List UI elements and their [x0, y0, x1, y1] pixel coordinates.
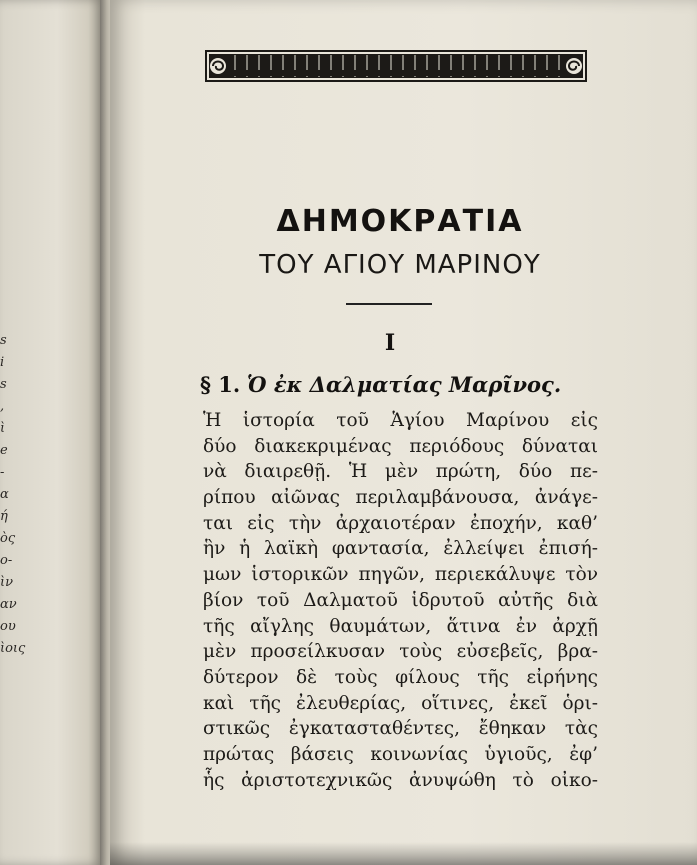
text-line: καὶ τῆς ἐλευθερίας, οἵτινες, ἐκεῖ ὁρι-	[203, 692, 598, 714]
text-line: στικῶς ἐγκατασταθέντες, ἔθηκαν τὰς	[203, 718, 598, 740]
left-margin-letter: ὶοις	[0, 641, 26, 656]
text-line: Ἡ ἱστορία τοῦ Ἁγίου Μαρίνου εἰς	[203, 410, 598, 431]
text-line: νὰ διαιρεθῇ. Ἡ μὲν πρώτη, δύο πε-	[203, 461, 598, 483]
left-margin-letter: α	[0, 487, 9, 502]
left-margin-letter: αν	[0, 597, 17, 612]
left-margin-letter: s	[0, 377, 7, 392]
body-paragraph	[203, 408, 598, 793]
chapter-number: I	[384, 330, 396, 356]
left-margin-letter: s	[0, 333, 7, 348]
text-line: ἣν ἡ λαϊκὴ φαντασία, ἐλλείψει ἐπισή-	[203, 538, 598, 560]
text-line: μων ἱστορικῶν πηγῶν, περιεκάλυψε τὸν	[203, 564, 598, 586]
left-margin-letter: ὸς	[0, 531, 16, 546]
text-line: πρώτας βάσεις κοινωνίας ὑγιοῦς, ἐφ’	[203, 743, 598, 765]
ornament-graphic	[205, 50, 587, 82]
decorative-ornament-band	[205, 50, 587, 82]
page-bottom-shadow	[110, 842, 697, 865]
left-margin-letter: ο-	[0, 553, 13, 568]
left-margin-letter: ὶ	[0, 421, 6, 436]
left-margin-letter: -	[0, 465, 5, 480]
text-line: ρίπου αἰῶνας περιλαμβάνουσα, ἀνάγε-	[203, 487, 598, 509]
text-line: ἧς ἀριστοτεχνικῶς ἀνυψώθη τὸ οἰκο-	[203, 769, 598, 791]
text-line: δύο διακεκριμένας περιόδους δύναται	[203, 435, 598, 457]
left-margin-letter: ὶν	[0, 575, 13, 590]
section-number: § 1.	[200, 372, 241, 397]
text-line: ται εἰς τὴν ἀρχαιοτέραν ἐποχήν, καθ’	[203, 512, 598, 534]
left-page-margin	[0, 330, 26, 660]
page-title: ΔΗΜΟΚΡΑΤΙΑ	[276, 204, 524, 239]
text-line: δύτερον δὲ τοὺς φίλους τῆς εἰρήνης	[203, 666, 598, 688]
left-margin-letter: i	[0, 355, 5, 370]
left-page	[0, 0, 104, 865]
left-margin-letter: ,	[0, 399, 5, 414]
text-line: τῆς αἴγλης θαυμάτων, ἅτινα ἐν ἀρχῇ	[203, 615, 598, 637]
section-heading	[200, 372, 600, 397]
left-margin-letter: e	[0, 443, 8, 458]
section-title: Ὁ ἐκ Δαλματίας Μαρῖνος.	[246, 372, 562, 397]
text-line: μὲν προσείλκυσαν τοὺς εὐσεβεῖς, βρα-	[203, 641, 598, 663]
title-divider	[346, 303, 432, 305]
left-margin-letter: ή	[0, 509, 8, 524]
page-subtitle: ΤΟΥ ΑΓΙΟΥ ΜΑΡΙΝΟΥ	[259, 250, 541, 280]
text-line: βίον τοῦ Δαλματοῦ ἱδρυτοῦ αὐτῆς διὰ	[203, 589, 598, 611]
left-margin-letter: ου	[0, 619, 16, 634]
